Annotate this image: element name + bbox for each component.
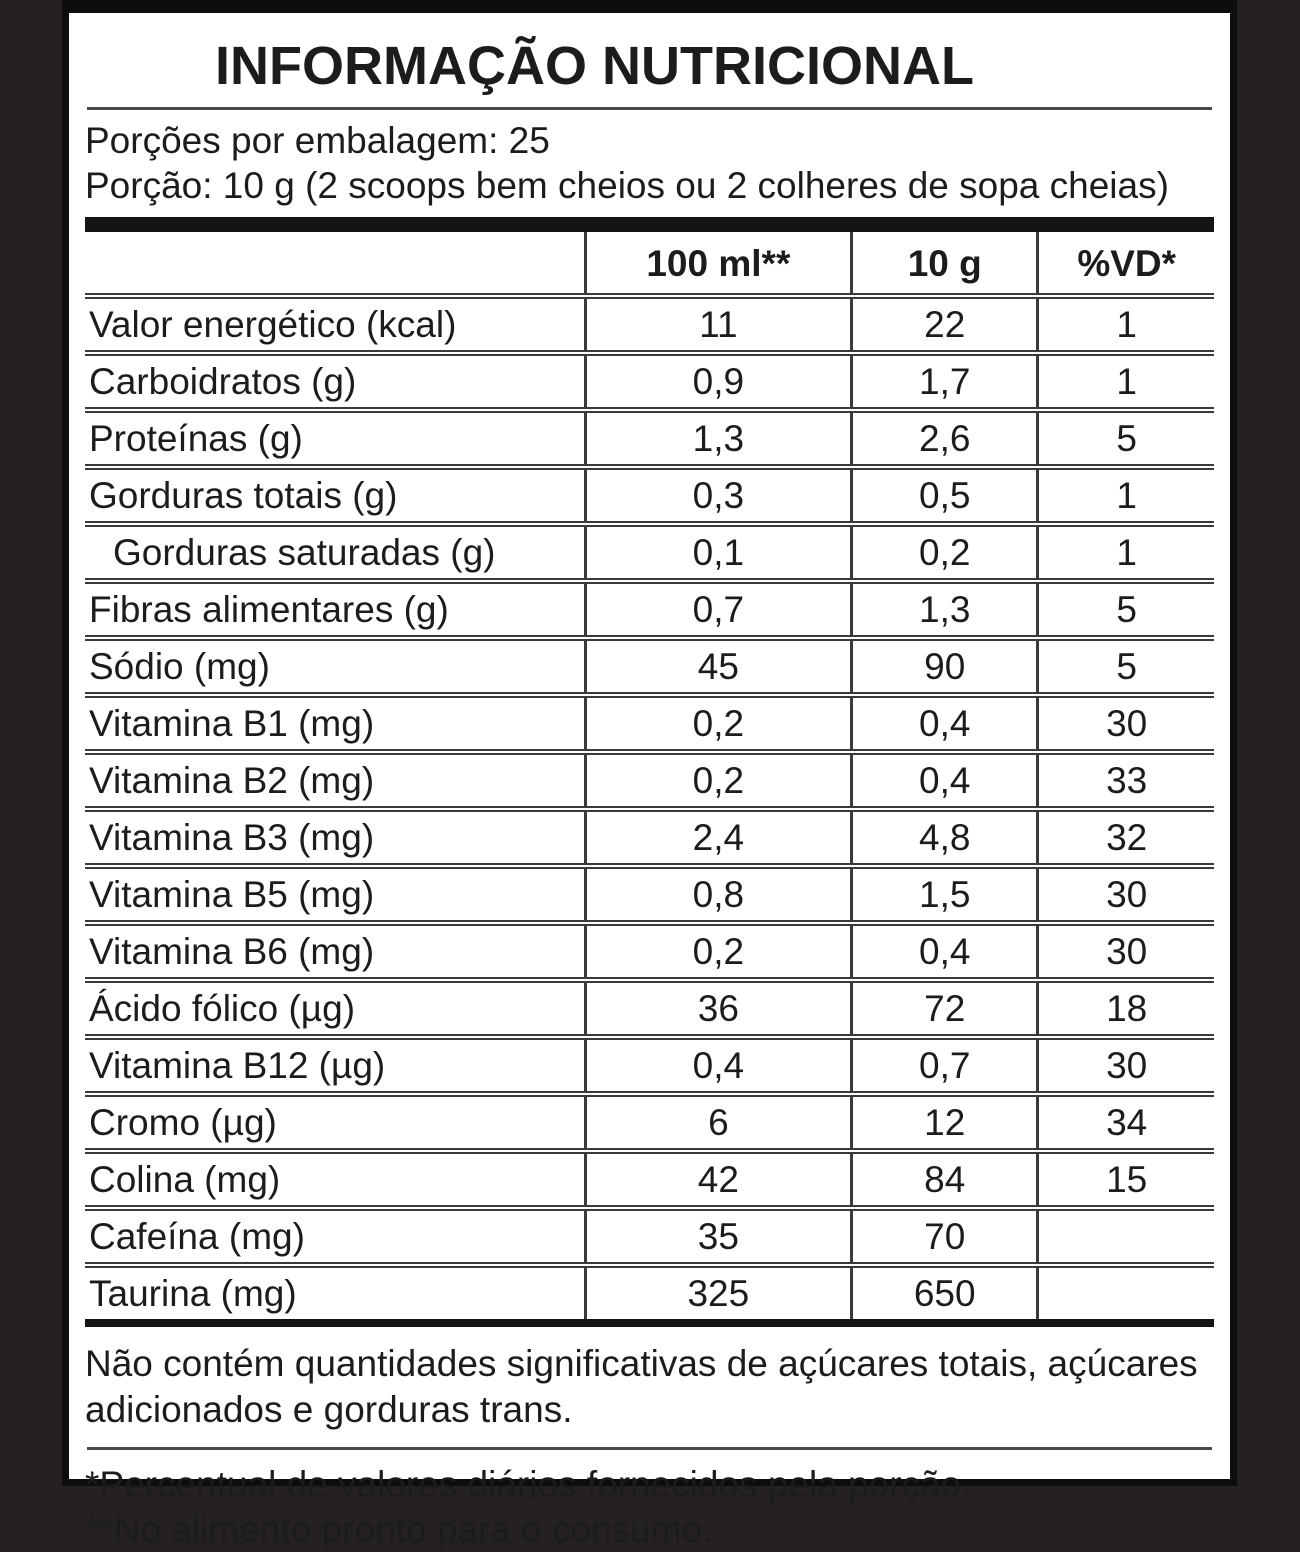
value-vd: 15	[1038, 1151, 1214, 1208]
nutrition-table	[85, 232, 1214, 1319]
value-10g: 12	[852, 1094, 1038, 1151]
title-divider	[87, 107, 1212, 110]
footnote-divider	[87, 1447, 1212, 1450]
table-row	[85, 1265, 1214, 1319]
value-100ml: 35	[585, 1208, 851, 1265]
value-vd: 1	[1038, 467, 1214, 524]
portion-size: Porção: 10 g (2 scoops bem cheios ou 2 colheres de sopa cheias)	[85, 165, 1169, 206]
table-row	[85, 866, 1214, 923]
value-100ml: 6	[585, 1094, 851, 1151]
value-vd: 32	[1038, 809, 1214, 866]
value-vd: 30	[1038, 866, 1214, 923]
serving-info	[85, 118, 1214, 208]
nutrient-label: Vitamina B6 (mg)	[85, 923, 585, 980]
value-vd: 5	[1038, 581, 1214, 638]
value-10g: 84	[852, 1151, 1038, 1208]
table-row	[85, 980, 1214, 1037]
table-row	[85, 1037, 1214, 1094]
value-100ml: 0,8	[585, 866, 851, 923]
value-vd: 34	[1038, 1094, 1214, 1151]
nutrition-table-body	[85, 296, 1214, 1319]
value-100ml: 325	[585, 1265, 851, 1319]
table-row	[85, 809, 1214, 866]
value-10g: 0,4	[852, 923, 1038, 980]
value-vd: 1	[1038, 296, 1214, 353]
nutrient-label: Vitamina B12 (µg)	[85, 1037, 585, 1094]
nutrient-label: Gorduras totais (g)	[85, 467, 585, 524]
value-100ml: 2,4	[585, 809, 851, 866]
table-header-row	[85, 232, 1214, 296]
value-100ml: 0,2	[585, 695, 851, 752]
value-vd: 1	[1038, 353, 1214, 410]
nutrient-label: Carboidratos (g)	[85, 353, 585, 410]
value-10g: 1,3	[852, 581, 1038, 638]
value-100ml: 1,3	[585, 410, 851, 467]
table-row	[85, 581, 1214, 638]
value-10g: 0,5	[852, 467, 1038, 524]
value-100ml: 0,4	[585, 1037, 851, 1094]
table-row	[85, 752, 1214, 809]
table-row	[85, 296, 1214, 353]
value-100ml: 45	[585, 638, 851, 695]
table-row	[85, 1208, 1214, 1265]
servings-per-package: Porções por embalagem: 25	[85, 120, 550, 161]
nutrient-label: Cafeína (mg)	[85, 1208, 585, 1265]
value-10g: 1,5	[852, 866, 1038, 923]
table-row	[85, 410, 1214, 467]
value-10g: 90	[852, 638, 1038, 695]
value-vd: 5	[1038, 638, 1214, 695]
table-row	[85, 353, 1214, 410]
value-10g: 0,7	[852, 1037, 1038, 1094]
footnote-daily-values: *Percentual de valores diários fornecidos pela porção.	[85, 1464, 972, 1505]
table-row	[85, 1151, 1214, 1208]
value-100ml: 0,2	[585, 752, 851, 809]
nutrient-label: Vitamina B2 (mg)	[85, 752, 585, 809]
value-10g: 72	[852, 980, 1038, 1037]
table-row	[85, 1094, 1214, 1151]
value-vd: 33	[1038, 752, 1214, 809]
table-row	[85, 638, 1214, 695]
nutrient-label: Vitamina B3 (mg)	[85, 809, 585, 866]
nutrient-label: Fibras alimentares (g)	[85, 581, 585, 638]
nutrient-label: Valor energético (kcal)	[85, 296, 585, 353]
value-100ml: 11	[585, 296, 851, 353]
value-vd: 30	[1038, 923, 1214, 980]
value-vd: 5	[1038, 410, 1214, 467]
nutrient-label: Gorduras saturadas (g)	[85, 524, 585, 581]
value-100ml: 0,1	[585, 524, 851, 581]
value-10g: 2,6	[852, 410, 1038, 467]
col-header-vd: %VD*	[1038, 232, 1214, 296]
value-10g: 0,4	[852, 695, 1038, 752]
table-bottom-bar	[85, 1319, 1214, 1327]
nutrient-label: Vitamina B1 (mg)	[85, 695, 585, 752]
table-row	[85, 695, 1214, 752]
nutrient-label: Vitamina B5 (mg)	[85, 866, 585, 923]
value-vd: 30	[1038, 1037, 1214, 1094]
value-100ml: 0,9	[585, 353, 851, 410]
table-row	[85, 923, 1214, 980]
header-separator-bar	[85, 217, 1214, 232]
value-100ml: 0,2	[585, 923, 851, 980]
nutrient-label: Colina (mg)	[85, 1151, 585, 1208]
col-header-100ml: 100 ml**	[585, 232, 851, 296]
no-significant-amounts-note: Não contém quantidades significativas de açúcares totais, açúcares adicionados e gorduras trans.	[85, 1343, 1198, 1430]
value-100ml: 42	[585, 1151, 851, 1208]
value-vd	[1038, 1265, 1214, 1319]
col-header-10g: 10 g	[852, 232, 1038, 296]
value-10g: 0,2	[852, 524, 1038, 581]
value-100ml: 0,3	[585, 467, 851, 524]
nutrient-label: Cromo (µg)	[85, 1094, 585, 1151]
value-10g: 70	[852, 1208, 1038, 1265]
nutrient-label: Proteínas (g)	[85, 410, 585, 467]
value-vd	[1038, 1208, 1214, 1265]
value-10g: 22	[852, 296, 1038, 353]
value-vd: 30	[1038, 695, 1214, 752]
footnote-ready-to-consume: **No alimento pronto para o consumo.	[85, 1509, 713, 1550]
table-row	[85, 467, 1214, 524]
nutrition-label-panel	[62, 0, 1237, 1550]
label-title: INFORMAÇÃO NUTRICIONAL	[215, 36, 974, 96]
table-row	[85, 524, 1214, 581]
value-10g: 650	[852, 1265, 1038, 1319]
value-100ml: 0,7	[585, 581, 851, 638]
value-vd: 1	[1038, 524, 1214, 581]
value-10g: 0,4	[852, 752, 1038, 809]
value-10g: 1,7	[852, 353, 1038, 410]
nutrient-label: Taurina (mg)	[85, 1265, 585, 1319]
nutrient-label: Ácido fólico (µg)	[85, 980, 585, 1037]
value-10g: 4,8	[852, 809, 1038, 866]
col-header-nutrient	[85, 232, 585, 296]
value-100ml: 36	[585, 980, 851, 1037]
value-vd: 18	[1038, 980, 1214, 1037]
nutrient-label: Sódio (mg)	[85, 638, 585, 695]
